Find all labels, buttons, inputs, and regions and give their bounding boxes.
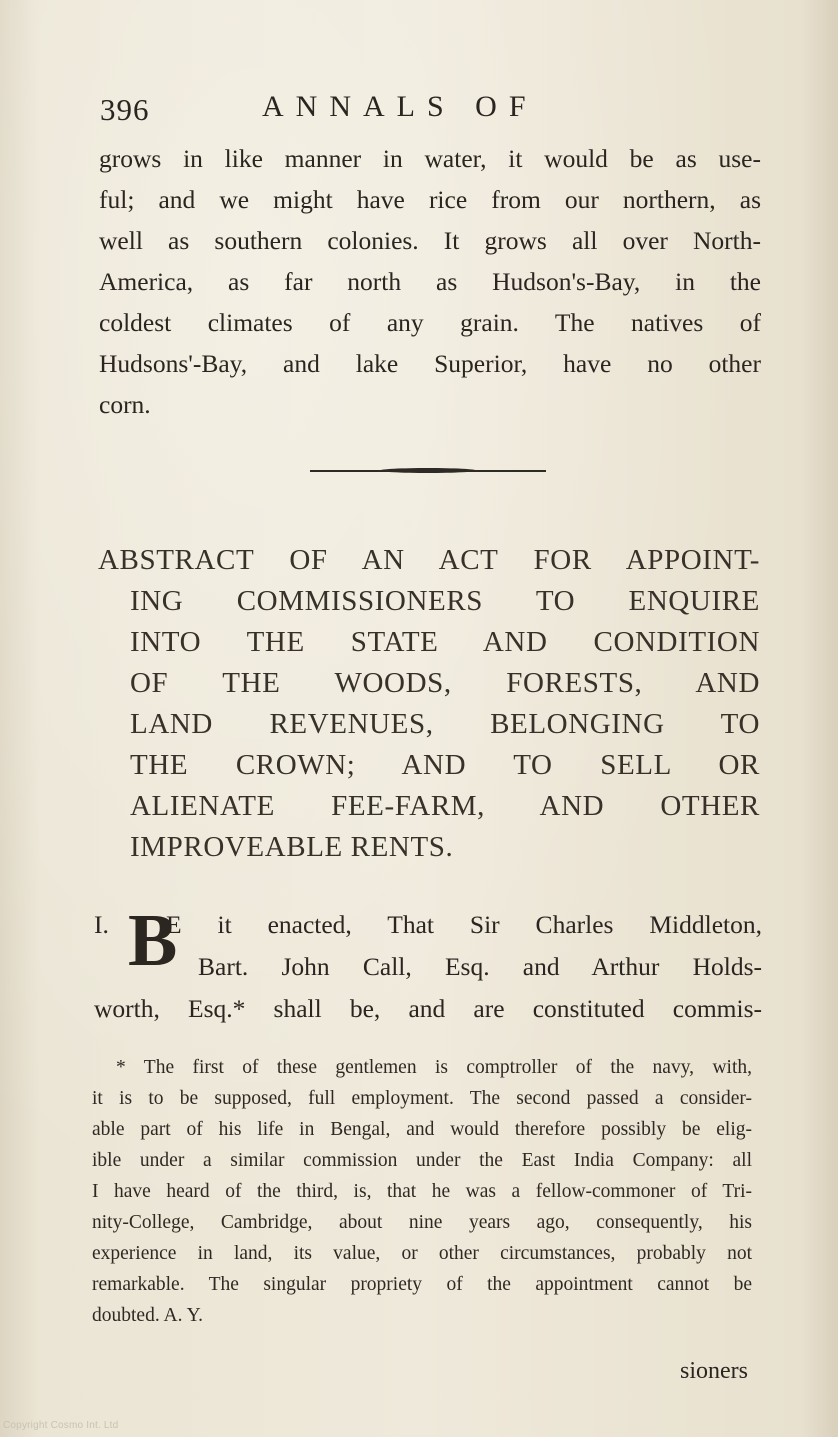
text-line: E it enacted, That Sir Charles Middleton, [166, 910, 762, 939]
heading-line: ABSTRACT OF AN ACT FOR APPOINT- [98, 544, 760, 576]
text-line: coldest climates of any grain. The natives of [99, 308, 761, 337]
running-title: ANNALS OF [262, 90, 538, 123]
text-line: grows in like manner in water, it would be as use- [99, 144, 761, 173]
footnote-line: it is to be supposed, full employment. The second passed a consider- [92, 1088, 752, 1109]
footnote-line: remarkable. The singular propriety of the appointment cannot be [92, 1274, 752, 1295]
section-number: I. [94, 910, 109, 939]
drop-cap: B [128, 900, 178, 982]
running-head [100, 86, 660, 136]
heading-line: ING COMMISSIONERS TO ENQUIRE [130, 585, 760, 617]
footnote-line: ible under a similar commission under the East India Company: all [92, 1150, 752, 1171]
footnote-line: able part of his life in Bengal, and would therefore possibly be elig- [92, 1119, 752, 1140]
text-line: corn. [99, 390, 151, 419]
heading-line: OF THE WOODS, FORESTS, AND [130, 667, 760, 699]
footnote-line: doubted. A. Y. [92, 1305, 204, 1326]
footnote-line: nity-College, Cambridge, about nine years ago, consequently, his [92, 1212, 752, 1233]
text-line: Bart. John Call, Esq. and Arthur Holds- [198, 952, 762, 981]
text-line: worth, Esq.* shall be, and are constituted commis- [94, 994, 762, 1023]
text-line: Hudsons'-Bay, and lake Superior, have no other [99, 349, 761, 378]
heading-line: IMPROVEABLE RENTS. [130, 831, 454, 863]
act-heading [98, 540, 760, 868]
copyright-notice: Copyright Cosmo Int. Ltd [3, 1420, 119, 1431]
footnote-line: * The first of these gentlemen is comptroller of the navy, with, [116, 1057, 752, 1078]
footnote-line: experience in land, its value, or other circumstances, probably not [92, 1243, 752, 1264]
catchword: sioners [680, 1358, 748, 1384]
text-line: America, as far north as Hudson's-Bay, in the [99, 267, 761, 296]
text-line: well as southern colonies. It grows all over North- [99, 226, 761, 255]
section-divider-ornament [310, 466, 546, 476]
heading-line: LAND REVENUES, BELONGING TO [130, 708, 760, 740]
footnote-line: I have heard of the third, is, that he was a fellow-commoner of Tri- [92, 1181, 752, 1202]
heading-line: THE CROWN; AND TO SELL OR [130, 749, 760, 781]
footnote [92, 1052, 752, 1331]
heading-line: INTO THE STATE AND CONDITION [130, 626, 760, 658]
paragraph-rice [99, 138, 761, 425]
text-line: ful; and we might have rice from our northern, as [99, 185, 761, 214]
page-number: 396 [100, 92, 150, 127]
heading-line: ALIENATE FEE-FARM, AND OTHER [130, 790, 760, 822]
